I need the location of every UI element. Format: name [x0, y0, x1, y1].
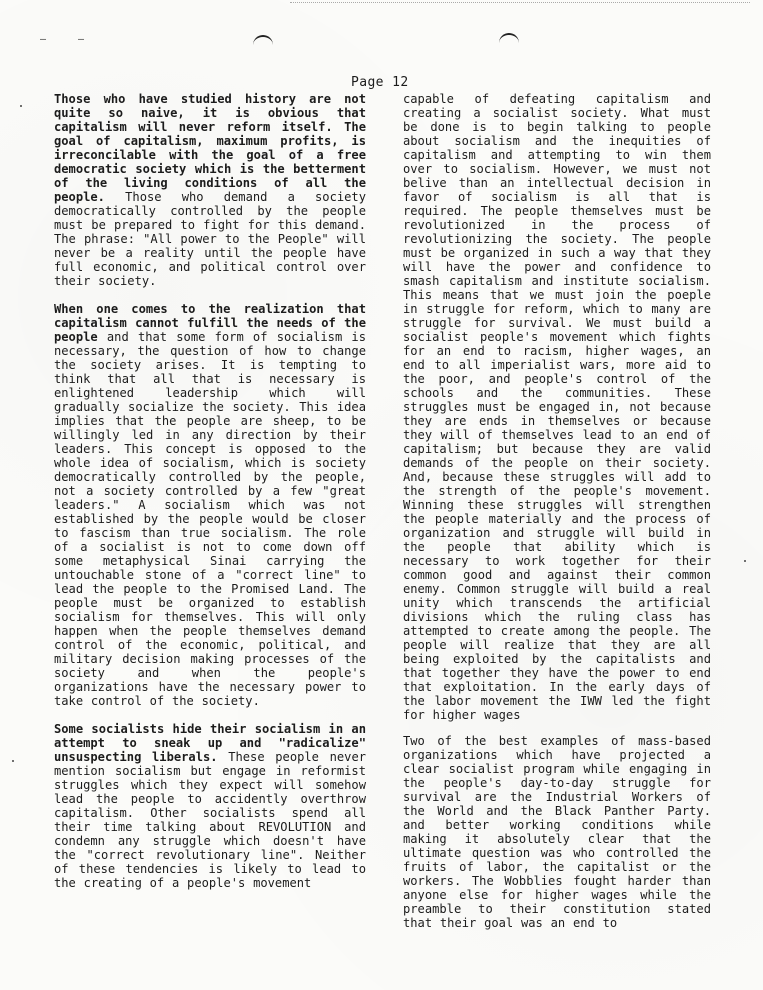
- paragraph-body: Those who demand a society democratically controlled by the people must be prepared to fight for this demand. The phrase: "All power to the People" will never be a reality until the people have full economic, and political control over their society.: [54, 190, 366, 288]
- paragraph-lead: Some socialists hide their socialism in an attempt to sneak up and "radicalize" unsuspecting liberals.: [54, 722, 366, 764]
- paragraph-lead: Those who have studied history are not quite so naive, it is obvious that capitalism will never reform itself. The goal of capitalism, maximum profits, is irreconcilable with the goal of a free democratic society which is the betterment of the living conditions of all the people.: [54, 92, 366, 204]
- paragraph: [54, 722, 366, 890]
- right-text-column: [403, 92, 711, 930]
- paragraph-lead: When one comes to the realization that capitalism cannot fulfill the needs of the people: [54, 302, 366, 344]
- right-binder-mark: [499, 33, 519, 47]
- scan-speck: [744, 560, 746, 562]
- paragraph: Two of the best examples of mass-based organizations which have projected a clear socialist program while engaging in the people's day-to-day struggle for survival are the Industrial Workers of the World and the Black Panther Party. and better working conditions while making it absolutely clear that the ultimate question was who controlled the fruits of labor, the capitalist or the workers. The Wobblies fought harder than anyone else for higher wages while the preamble to their constitution stated that their goal was an end to: [403, 734, 711, 930]
- left-binder-mark: [253, 35, 273, 49]
- scan-speck: [12, 760, 14, 762]
- page-number: Page 12: [351, 75, 409, 90]
- paragraph: [54, 302, 366, 708]
- paragraph: capable of defeating capitalism and creating a socialist society. What must be done is to begin talking to people about socialism and the inequities of capitalism and attempting to win them over to socialism. However, we must not belive than an intellectual decision in favor of socialism is all that is required. The people themselves must be revolutionized in the process of revolutionizing the society. The people must be organized in such a way that they will have the power and confidence to smash capitalism and institute socialism. This means that we must join the poeple in struggle for reform, which to many are struggle for survival. We must build a socialist people's movement which fights for an end to racism, higher wages, an end to all imperialist wars, more aid to the poor, and people's control of the schools and the communities. These struggles must be engaged in, not because they are ends in themselves or because they will of themselves lead to an end of capitalism; but because they are valid demands of the people on their society. And, because these struggles will add to the strength of the people's movement. Winning these struggles will strengthen the people materially and the process of organization and struggle will build in the people that ability which is necessary to work together for their common good and against their common enemy. Common struggle will build a real unity which transcends the artificial divisions which the ruling class has attempted to create among the people. The people will realize that they are all being exploited by the capitalists and that together they have the power to end that exploitation. In the early days of the labor movement the IWW led the fight for higher wages: [403, 92, 711, 722]
- paragraph-body: and that some form of socialism is necessary, the question of how to change the society arises. It is tempting to think that all that is necessary is enlightened leadership which will gradually socialize the society. This idea implies that the people are sheep, to be willingly led in any direction by their leaders. This concept is opposed to the whole idea of socialism, which is society democratically controlled by the people, not a society controlled by a few "great leaders." A socialism which was not established by the people would be closer to fascism than true socialism. The role of a socialist is not to come down off some metaphysical Sinai carrying the untouchable stone of a "correct line" to lead the people to the Promised Land. The people must be organized to establish socialism for themselves. This will only happen when the people themselves demand control of the economic, political, and military decision making processes of the society and when the people's organizations have the necessary power to take control of the society.: [54, 330, 366, 708]
- top-dotted-rule: [290, 2, 750, 4]
- margin-tick-mark: –: [78, 34, 85, 45]
- margin-tick-mark: –: [40, 34, 47, 45]
- paragraph: [54, 92, 366, 288]
- left-text-column: [54, 92, 366, 890]
- scan-speck: [20, 105, 22, 107]
- paragraph-body: These people never mention socialism but engage in reformist struggles which they expect will somehow lead the people to accidently overthrow capitalism. Other socialists spend all their time talking about REVOLUTION and condemn any struggle which doesn't have the "correct revolutionary line". Neither of these tendencies is likely to lead to the creating of a people's movement: [54, 750, 367, 890]
